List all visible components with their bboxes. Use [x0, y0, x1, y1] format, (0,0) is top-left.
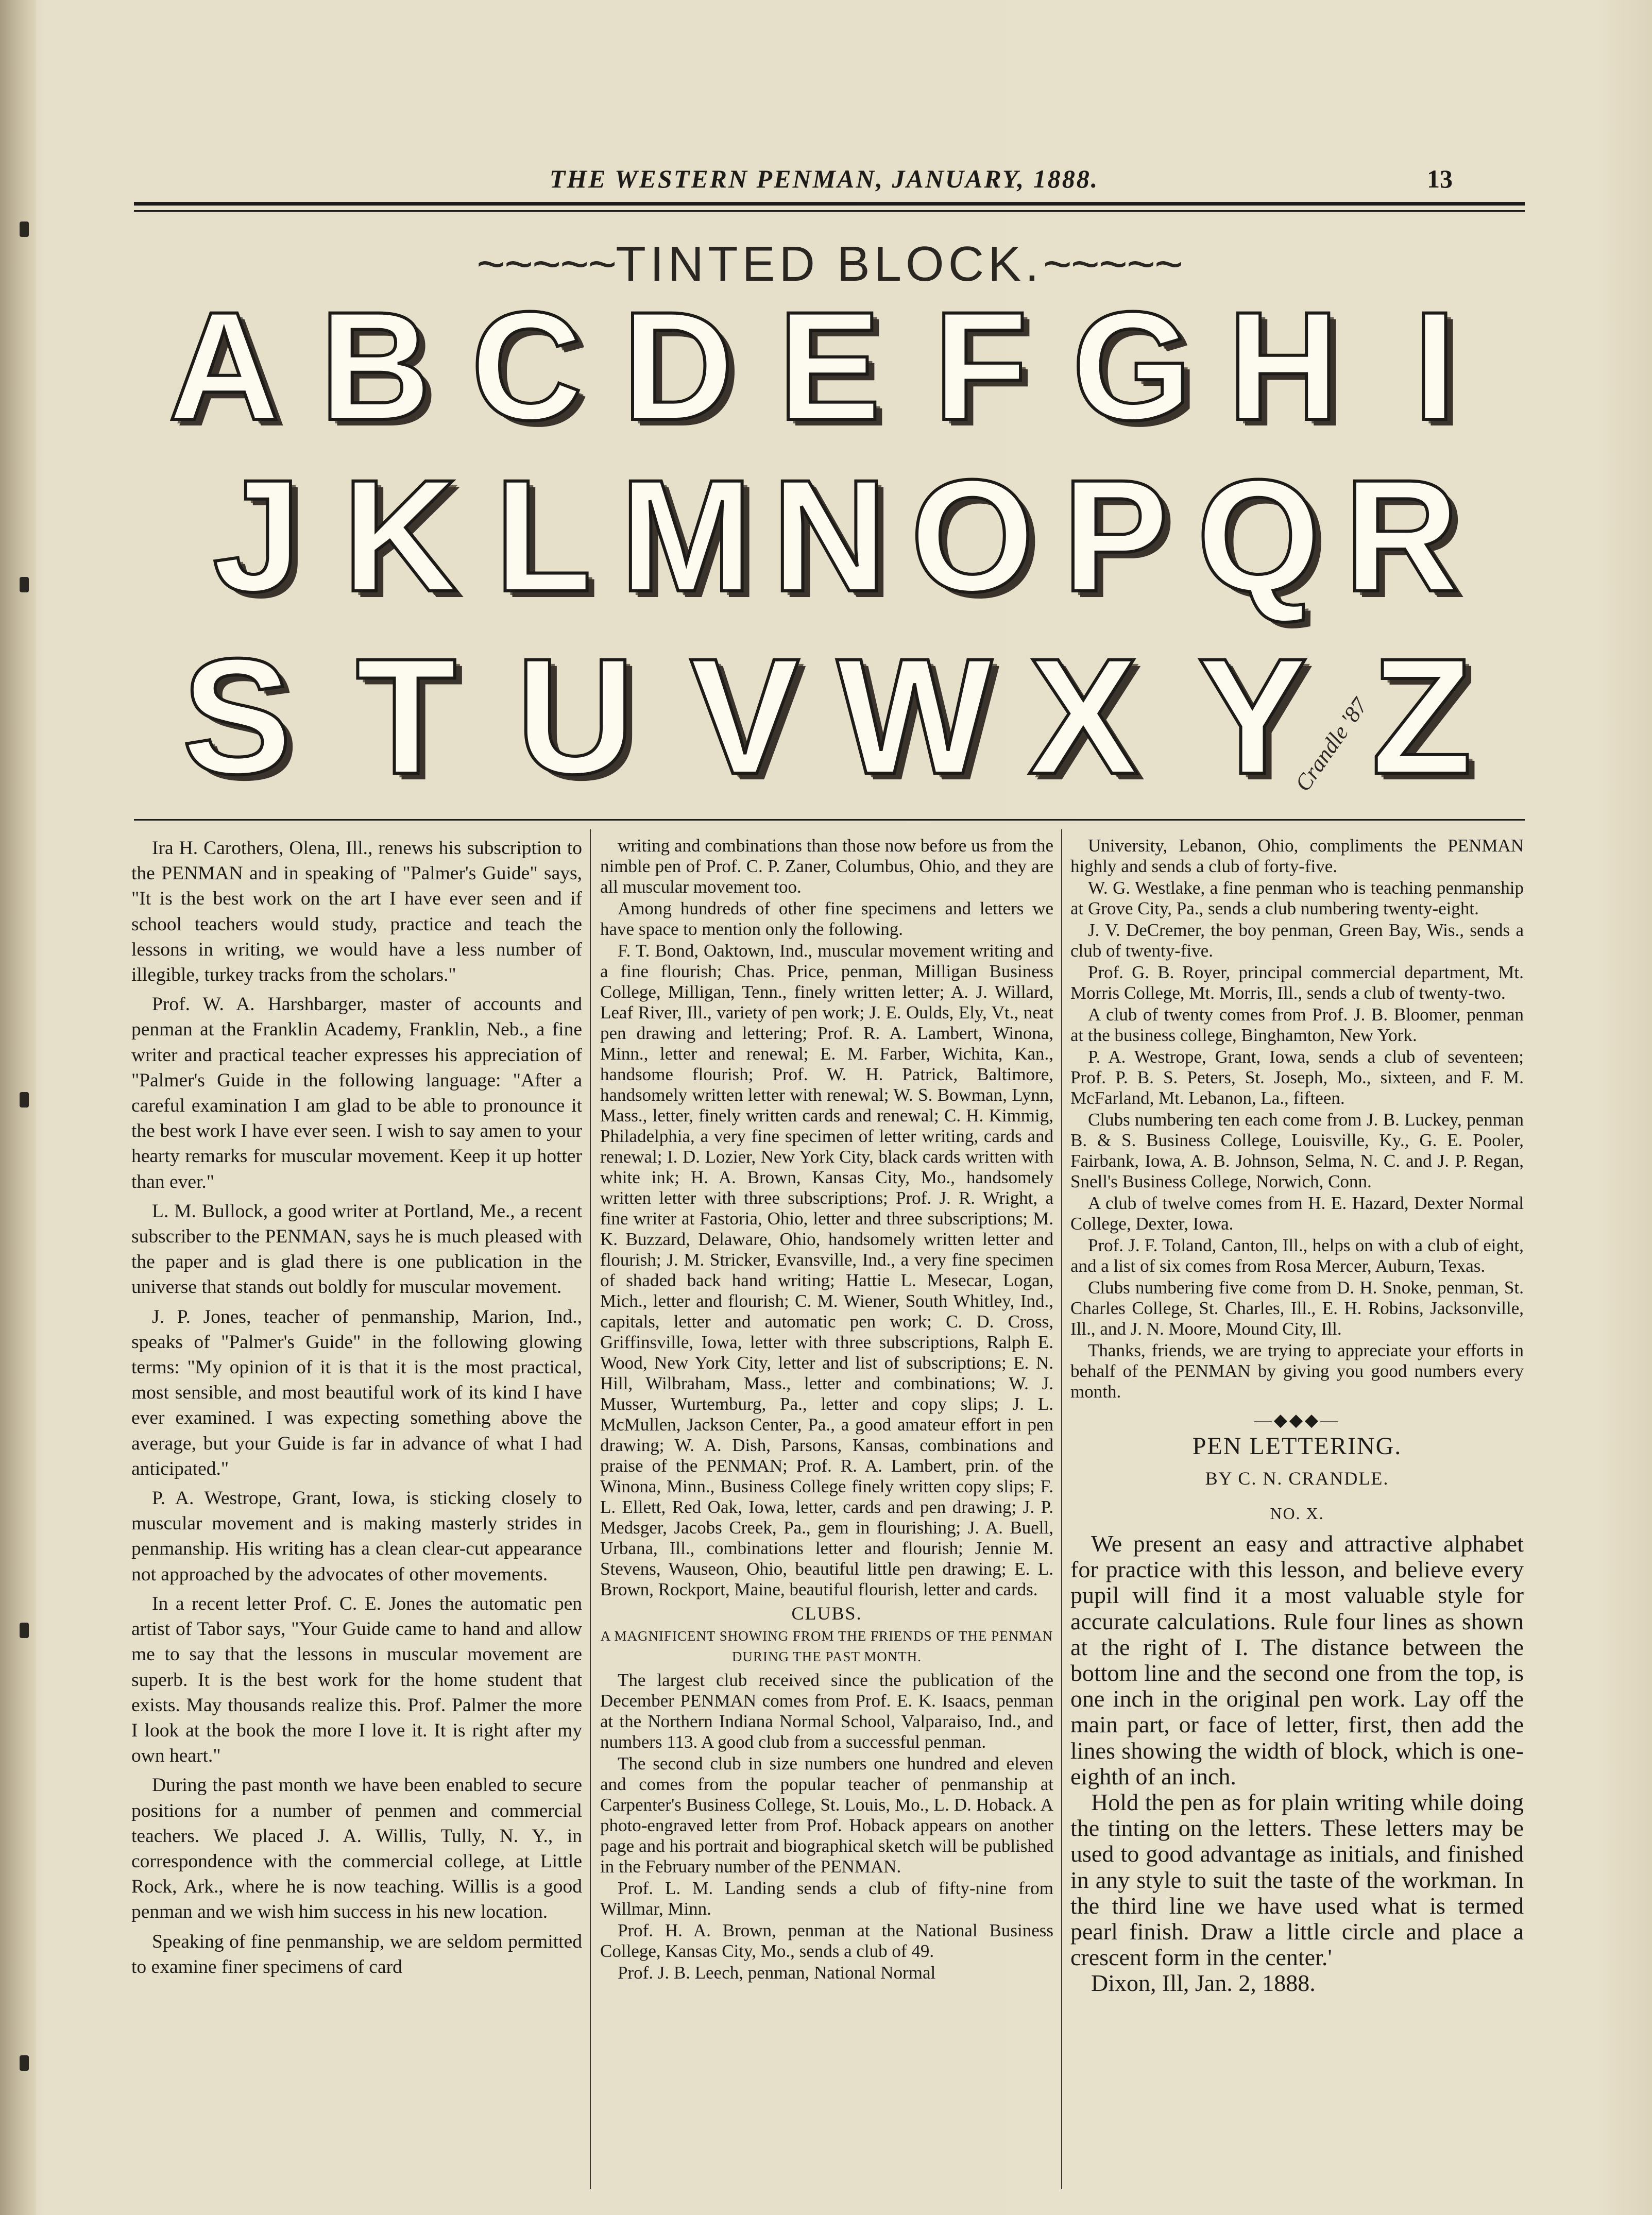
paragraph: Prof. L. M. Landing sends a club of fifty-nine from Willmar, Minn.	[600, 1878, 1053, 1919]
paragraph: Thanks, friends, we are trying to appreciate your efforts in behalf of the PENMAN by giving you good numbers every month.	[1070, 1340, 1524, 1402]
letter-g: G	[1071, 279, 1193, 452]
column-1	[131, 836, 582, 1984]
plate-title-text: TINTED BLOCK.	[616, 236, 1043, 292]
letter-h: H	[1227, 279, 1339, 452]
paragraph: Among hundreds of other fine specimens and letters we have space to mention only the following.	[600, 898, 1053, 939]
paragraph: A club of twelve comes from H. E. Hazard, Dexter Normal College, Dexter, Iowa.	[1070, 1193, 1524, 1234]
paragraph: Ira H. Carothers, Olena, Ill., renews his subscription to the PENMAN and in speaking of "Palmer's Guide" says, "It is the best work on the art I have ever seen and if school teachers would study, practice and teach the lessons in writing, we would have a less number of illegible, turkey tracks from the scholars."	[131, 838, 582, 986]
paragraph: The second club in size numbers one hundred and eleven and comes from the popular teacher of penmanship at Carpenter's Business College, St. Louis, Mo., L. D. Hoback. A photo-engraved letter from Prof. Hoback appears on another page and his portrait and biographical sketch will be published in the February number of the PENMAN.	[600, 1753, 1053, 1877]
letter-j: J	[212, 446, 302, 625]
paragraph: W. G. Westlake, a fine penman who is teaching penmanship at Grove City, Pa., sends a club numbering twenty-eight.	[1070, 878, 1524, 918]
paragraph: Clubs numbering five come from D. H. Snoke, penman, St. Charles College, St. Charles, Ill., E. H. Robins, Jacksonville, Ill., and J. N. Moore, Mound City, Ill.	[1070, 1277, 1524, 1339]
letter-r: R	[1344, 446, 1460, 625]
paragraph: P. A. Westrope, Grant, Iowa, sends a club of seventeen; Prof. P. B. S. Peters, St. Joseph, Mo., sixteen, and F. M. McFarland, Mt. Lebanon, La., fifteen.	[1070, 1047, 1524, 1108]
running-title: THE WESTERN PENMAN, JANUARY, 1888.	[549, 164, 1099, 193]
letter-o: O	[910, 446, 1035, 625]
alphabet-row-2	[185, 446, 1473, 625]
paragraph: Prof. W. A. Harshbarger, master of accounts and penman at the Franklin Academy, Franklin, Neb., a fine writer and practical teacher expresses his appreciation of "Palmer's Guide in the following language: "After a careful examination I am glad to be able to pronounce it the best work I have ever seen. I wish to say amen to your hearty remarks for muscular movement. Keep it up hotter than ever."	[131, 994, 582, 1192]
paragraph: Clubs numbering ten each come from J. B. Luckey, penman B. & S. Business College, Louisville, Ky., G. E. Pooler, Fairbank, Iowa, A. B. Johnson, Selma, N. C. and J. P. Regan, Snell's Business College, Norwich, Conn.	[1070, 1110, 1524, 1191]
paragraph: We present an easy and attractive alphabet for practice with this lesson, and believe every pupil will find it a most valuable style for accurate calculations. Rule four lines as shown at the right of I. The distance between the bottom line and the second one from the top, is one inch in the original pen work. Lay off the main part, or face of letter, first, then add the lines showing the width of block, which is one-eighth of an inch.	[1070, 1530, 1524, 1790]
letter-k: K	[342, 446, 458, 625]
paragraph: P. A. Westrope, Grant, Iowa, is sticking closely to muscular movement and is making masterly strides in penmanship. His writing has a clean clear-cut appearance not approached by the advocates of other movements.	[131, 1488, 582, 1585]
article-body	[1070, 1531, 1524, 1997]
flourish-right-icon: ~~~~~	[1043, 236, 1183, 292]
paragraph: A club of twenty comes from Prof. J. B. Bloomer, penman at the business college, Binghamton, New York.	[1070, 1004, 1524, 1045]
letter-b: B	[319, 279, 432, 452]
flourish-left-icon: ~~~~~	[476, 236, 616, 292]
letter-i: I	[1413, 279, 1456, 452]
column-3	[1070, 836, 1524, 1997]
clubs-continued	[1070, 836, 1524, 1402]
paragraph: Prof. G. B. Royer, principal commercial department, Mt. Morris College, Mt. Morris, Ill., sends a club of twenty-two.	[1070, 962, 1524, 1003]
plate-bottom-rule	[134, 819, 1525, 821]
binding-stitch	[20, 577, 29, 592]
section-ornament: —◆◆◆—	[1254, 1411, 1340, 1430]
column-separator	[590, 829, 591, 2189]
clubs-list	[600, 1670, 1053, 1983]
clubs-heading: CLUBS.	[791, 1603, 862, 1624]
letter-l: L	[494, 446, 592, 625]
letter-n: N	[772, 446, 887, 625]
paragraph: Prof. J. B. Leech, penman, National Normal	[618, 1963, 936, 1983]
letter-c: C	[471, 279, 583, 452]
column-separator	[1061, 829, 1062, 2189]
lesson-number: NO. X.	[1270, 1504, 1324, 1523]
paragraph: J. V. DeCremer, the boy penman, Green Bay, Wis., sends a club of twenty-five.	[1070, 920, 1524, 961]
specimens-list	[600, 836, 1053, 1600]
paragraph: F. T. Bond, Oaktown, Ind., muscular movement writing and a fine flourish; Chas. Price, penman, Milligan Business College, Milligan, Tenn., finely written letter; A. J. Willard, Leaf River, Ill., variety of pen work; J. E. Oulds, Ely, Vt., neat pen drawing and lettering; Prof. R. A. Lambert, Winona, Minn., letter and renewal; E. M. Farber, Wichita, Kan., handsome flourish; Prof. W. H. Patrick, Baltimore, handsomely written letter with renewal; W. S. Bowman, Lynn, Mass., letter, finely written cards and renewal; C. H. Kimmig, Philadelphia, a very fine specimen of letter writing, cards and renewal; I. D. Lozier, New York City, black cards written with white ink; H. A. Brown, Kansas City, Mo., handsomely written letter with three subscriptions; Prof. J. R. Wright, a fine writer at Fastoria, Ohio, letter and three subscriptions; M. K. Buzzard, Delaware, Ohio, handsomely written letter and flourish; J. M. Stricker, Evansville, Ind., a very fine specimen of shaded back hand writing; Hattie L. Mesecar, Logan, Mich., letter and flourish; C. M. Wiener, South Whitley, Ind., capitals, letter and automatic pen work; C. D. Cross, Griffinsville, Iowa, letter with three subscriptions, Ralph E. Wood, New York City, letter and list of subscriptions; E. N. Hill, Wilbraham, Mass., letter and combinations; W. J. Musser, Wurtemburg, Pa., letter and copy slips; J. L. McMullen, Jackson Center, Pa., a good amateur effort in pen drawing; W. A. Dish, Parsons, Kansas, combinations and praise of the PENMAN; Prof. R. A. Lambert, prin. of the Winona, Minn., Business College finely written copy slips; F. L. Ellett, Red Oak, Iowa, letter, cards and pen drawing; J. P. Medsger, Jacobs Creek, Pa., gem in flourishing; J. A. Buell, Urbana, Ill., combinations letter and flourish; Jennie M. Stevens, Wauseon, Ohio, beautiful little pen drawing; E. L. Brown, Rockport, Maine, beautiful flourish, letter and cards.	[600, 941, 1053, 1599]
header-rule	[134, 202, 1525, 206]
paragraph: L. M. Bullock, a good writer at Portland, Me., a recent subscriber to the PENMAN, says he is much pleased with the paper and is glad there is one publication in the universe that stands out boldly for muscular movement.	[131, 1200, 582, 1298]
paragraph: Hold the pen as for plain writing while doing the tinting on the letters. These letters may be used to good advantage as initials, and finished in any style to suit the taste of the workman. In the third line we have used what is termed pearl finish. Draw a little circle and place a crescent form in the center.'	[1070, 1789, 1524, 1971]
letter-a: A	[168, 279, 280, 452]
letter-x: X	[1028, 624, 1138, 808]
alphabet-plate	[155, 227, 1504, 819]
clubs-subheading: A MAGNIFICENT SHOWING FROM THE FRIENDS OF THE PENMAN DURING THE PAST MONTH.	[600, 1628, 1053, 1664]
paragraph: University, Lebanon, Ohio, compliments the PENMAN highly and sends a club of forty-five.	[1070, 836, 1524, 876]
binding-stitch	[20, 222, 29, 237]
paragraph: Dixon, Ill, Jan. 2, 1888.	[1091, 1970, 1316, 1997]
article-title: PEN LETTERING.	[1192, 1433, 1402, 1460]
binding-stitch	[20, 2055, 29, 2071]
letter-m: M	[620, 446, 753, 625]
alphabet-row-1	[155, 279, 1504, 452]
paragraph: Prof. J. F. Toland, Canton, Ill., helps on with a club of eight, and a list of six comes from Rosa Mercer, Auburn, Texas.	[1070, 1235, 1524, 1276]
paragraph: writing and combinations than those now before us from the nimble pen of Prof. C. P. Zaner, Columbus, Ohio, and they are all muscular movement too.	[600, 836, 1053, 897]
letter-z: Z	[1371, 624, 1472, 808]
header-rule-thin	[134, 210, 1525, 212]
letter-e: E	[777, 279, 881, 452]
letter-s: S	[182, 624, 292, 808]
letter-w: W	[837, 624, 993, 808]
paragraph: The largest club received since the publication of the December PENMAN comes from Prof. E. K. Isaacs, penman at the Northern Indiana Normal School, Valparaiso, Ind., and numbers 113. A good club from a successful penman.	[600, 1670, 1053, 1752]
letter-u: U	[516, 624, 635, 808]
paragraph: Speaking of fine penmanship, we are seldom permitted to examine finer specimens of card	[131, 1931, 582, 1978]
paragraph: Prof. H. A. Brown, penman at the National Business College, Kansas City, Mo., sends a club of 49.	[600, 1920, 1053, 1961]
letter-v: V	[689, 624, 800, 808]
letter-t: T	[355, 624, 457, 808]
letter-y: Y	[1197, 624, 1308, 808]
letter-q: Q	[1196, 446, 1321, 625]
page-number: 13	[1427, 164, 1453, 193]
binding-spine	[0, 0, 36, 2215]
article-byline: BY C. N. CRANDLE.	[1205, 1468, 1389, 1489]
paragraph: In a recent letter Prof. C. E. Jones the automatic pen artist of Tabor says, "Your Guide came to hand and allow me to say that the lessons in muscular movement are superb. It is the best work for the home student that exists. May thousands realize this. Prof. Palmer the more I look at the book the more I love it. It is right after my own heart."	[131, 1593, 582, 1767]
binding-stitch	[20, 1092, 29, 1108]
paragraph: J. P. Jones, teacher of penmanship, Marion, Ind., speaks of "Palmer's Guide" in the following glowing terms: "My opinion of it is that it is the most practical, most sensible, and most beautiful work of its kind I have ever examined. I was expecting something above the average, but your Guide is far in advance of what I had anticipated."	[131, 1306, 582, 1479]
artist-signature: Crandle '87	[1290, 693, 1373, 796]
paragraph: During the past month we have been enabled to secure positions for a number of penmen and commercial teachers. We placed J. A. Willis, Tully, N. Y., in correspondence with the commercial college, at Little Rock, Ark., where he is now teaching. Willis is a good penman and we wish him success in his new location.	[131, 1775, 582, 1923]
letter-f: F	[933, 279, 1028, 452]
binding-stitch	[20, 1623, 29, 1638]
letter-p: P	[1062, 446, 1169, 625]
column-2	[600, 836, 1053, 1984]
letter-d: D	[622, 279, 734, 452]
